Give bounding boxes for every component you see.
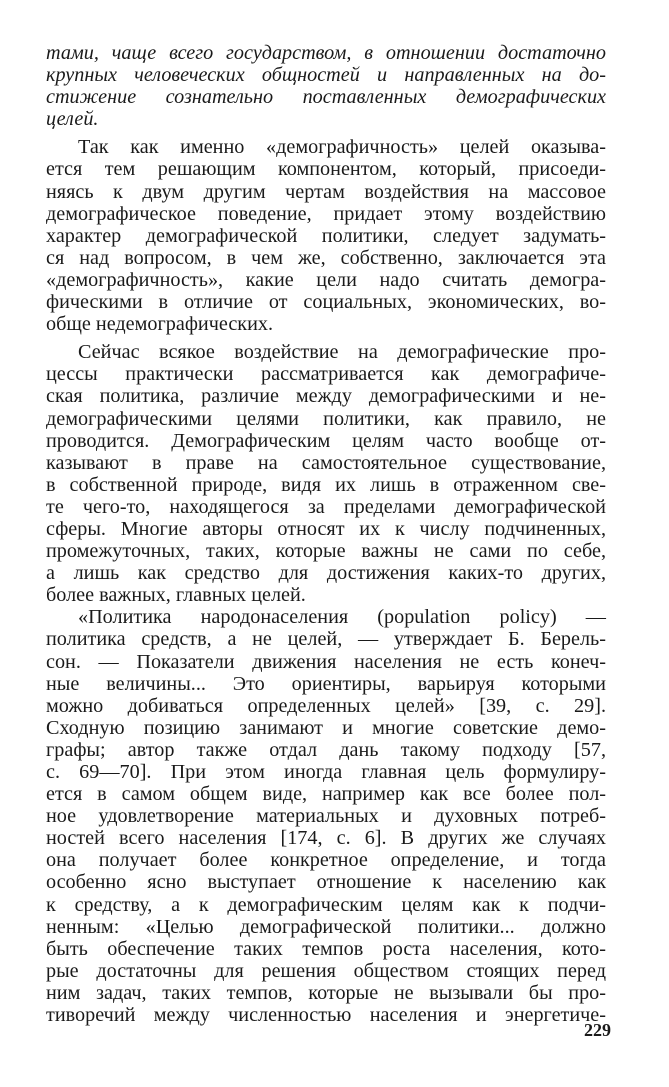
text-line: в собственной природе, видя их лишь в отраженном све- <box>46 473 606 496</box>
text-line: характер демографической политики, следует задумать- <box>46 224 606 247</box>
text-line: ненным: «Целью демографической политики... должно <box>46 915 606 938</box>
text-line: Так как именно «демографичность» целей оказыва- <box>78 136 606 159</box>
text-line: ностей всего населения [174, с. 6]. В других же случаях <box>46 827 606 850</box>
page-number: 229 <box>584 1020 611 1040</box>
text-line: ская политика, различие между демографическими и не- <box>46 385 606 408</box>
text-line: промежуточных, таких, которые важны не сами по себе, <box>46 540 606 563</box>
text-line: ется тем решающим компонентом, который, присоеди- <box>46 158 606 181</box>
text-line: сферы. Многие авторы относят их к числу подчиненных, <box>46 517 606 540</box>
text-line: те чего-то, находящегося за пределами демографической <box>46 495 606 518</box>
text-line: к средству, а к демографическим целям как к подчи- <box>46 893 606 916</box>
text-line: Сейчас всякое воздействие на демографические про- <box>78 341 606 364</box>
page-body <box>46 42 606 1026</box>
text-line: особенно ясно выступает отношение к населению как <box>46 871 606 894</box>
text-line: Сходную позицию занимают и многие советские демо- <box>46 716 606 739</box>
text-line: крупных человеческих общностей и направленных на до- <box>46 64 606 87</box>
text-line: графы; автор также отдал дань такому подходу [57, <box>46 738 606 761</box>
text-line: ся над вопросом, в чем же, собственно, заключается эта <box>46 246 606 269</box>
text-line: ное удовлетворение материальных и духовных потреб- <box>46 805 606 828</box>
text-line: целей. <box>46 108 99 131</box>
text-line: «демографичность», какие цели надо считать демогра- <box>46 268 606 291</box>
text-line: тиворечий между численностью населения и энергетиче- <box>46 1004 606 1027</box>
paragraph-2 <box>46 136 606 335</box>
text-line: стижение сознательно поставленных демографических <box>46 86 606 109</box>
text-line: ним задач, таких темпов, которые не вызывали бы про- <box>46 981 606 1004</box>
text-line: обще недемографических. <box>46 313 274 336</box>
text-line: проводится. Демографическим целям часто вообще от- <box>46 429 606 452</box>
text-line: политика средств, а не целей, — утверждает Б. Берель- <box>46 628 606 651</box>
paragraph-3 <box>46 341 606 606</box>
text-line: тами, чаще всего государством, в отношении достаточно <box>46 42 606 64</box>
paragraph-4 <box>46 606 606 1026</box>
text-line: она получает более конкретное определение, и тогда <box>46 849 606 872</box>
text-line: более важных, главных целей. <box>46 584 306 607</box>
text-line: няясь к двум другим чертам воздействия на массовое <box>46 180 606 203</box>
text-line: «Политика народонаселения (population policy) — <box>78 606 606 629</box>
text-line: можно добиваться определенных целей» [39, с. 29]. <box>46 694 606 717</box>
text-line: фическими в отличие от социальных, экономических, во- <box>46 291 606 314</box>
text-line: а лишь как средство для достижения каких-то других, <box>46 562 606 585</box>
text-line: ные величины... Это ориентиры, варьируя которыми <box>46 672 606 695</box>
text-line: казывают в праве на самостоятельное существование, <box>46 451 606 474</box>
text-line: сон. — Показатели движения населения не есть конеч- <box>46 650 606 673</box>
text-line: демографическими целями политики, как правило, не <box>46 407 606 430</box>
text-line: быть обеспечение таких темпов роста населения, кото- <box>46 937 606 960</box>
text-line: цессы практически рассматривается как демографиче- <box>46 363 606 386</box>
text-line: рые достаточны для решения обществом стоящих перед <box>46 959 606 982</box>
text-line: с. 69—70]. При этом иногда главная цель формулиру- <box>46 761 606 783</box>
text-line: демографическое поведение, придает этому воздействию <box>46 202 606 225</box>
text-line: ется в самом общем виде, например как все более пол- <box>46 783 606 806</box>
paragraph-1 <box>46 42 606 130</box>
